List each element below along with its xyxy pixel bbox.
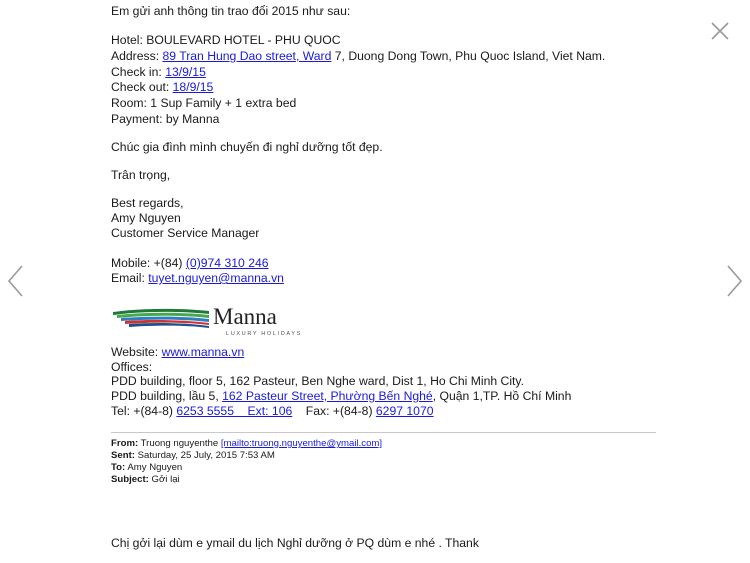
- room-line: Room: 1 Sup Family + 1 extra bed: [111, 96, 297, 110]
- from-name: Truong nguyenthe: [138, 438, 221, 449]
- hotel-line: Hotel: BOULEVARD HOTEL - PHU QUOC: [111, 33, 341, 47]
- tel-link[interactable]: 6253 5555 Ext: 106: [176, 404, 293, 418]
- office2-prefix: PDD building, lầu 5,: [111, 389, 223, 403]
- closing-text: Trân trọng,: [111, 168, 171, 182]
- previous-button[interactable]: [6, 263, 26, 299]
- website-label: Website:: [111, 345, 162, 359]
- office2-link[interactable]: 162 Pasteur Street, Phường Bến Nghé: [222, 389, 433, 403]
- mobile-line: [111, 256, 269, 271]
- checkin-label: Check in:: [111, 65, 166, 79]
- mobile-link[interactable]: (0)974 310 246: [185, 256, 269, 270]
- intro-text: Em gửi anh thông tin trao đổi 2015 như sau:: [111, 4, 351, 18]
- manna-logo: [111, 300, 321, 340]
- sent-value: Saturday, 25 July, 2015 7:53 AM: [134, 450, 275, 461]
- to-label: To:: [111, 462, 126, 473]
- checkout-line: [111, 80, 213, 95]
- next-button[interactable]: [724, 263, 744, 299]
- logo-wordmark: Manna: [213, 304, 277, 329]
- logo-tagline: LUXURY HOLIDAYS: [226, 331, 302, 337]
- email-link[interactable]: tuyet.nguyen@manna.vn: [148, 271, 284, 285]
- subject-label: Subject:: [111, 474, 149, 485]
- email-label: Email:: [111, 271, 149, 285]
- chevron-left-icon: [6, 263, 26, 299]
- signature-regards: Best regards,: [111, 196, 184, 210]
- quoted-sent: [111, 450, 275, 462]
- address-rest: 7, Duong Dong Town, Phu Quoc Island, Viet Nam.: [331, 49, 606, 63]
- address-link[interactable]: 89 Tran Hung Dao street, Ward: [162, 49, 332, 63]
- tel-fax-line: [111, 404, 434, 419]
- office2-suffix: , Quận 1,TP. Hồ Chí Minh: [432, 389, 572, 403]
- fax-link[interactable]: 6297 1070: [375, 404, 434, 418]
- payment-line: Payment: by Manna: [111, 112, 220, 126]
- address-label: Address:: [111, 49, 163, 63]
- subject-value: Gởi lại: [148, 474, 180, 485]
- to-value: Amy Nguyen: [125, 462, 183, 473]
- logo-stripes: [113, 309, 209, 328]
- tel-label: Tel: +(84-8): [111, 404, 177, 418]
- office-address-1: PDD building, floor 5, 162 Pasteur, Ben Nghe ward, Dist 1, Ho Chi Minh City.: [111, 374, 524, 388]
- checkin-date-link[interactable]: 13/9/15: [165, 65, 206, 79]
- office-address-2: [111, 389, 571, 404]
- checkout-date-link[interactable]: 18/9/15: [172, 80, 214, 94]
- quoted-from: [111, 438, 382, 450]
- close-icon: [709, 20, 731, 42]
- email-line: [111, 271, 284, 286]
- chevron-right-icon: [724, 263, 744, 299]
- website-link[interactable]: www.manna.vn: [161, 345, 245, 359]
- signature-title: Customer Service Manager: [111, 226, 260, 240]
- quoted-to: [111, 462, 182, 474]
- close-button[interactable]: [709, 20, 731, 42]
- offices-label: Offices:: [111, 360, 153, 374]
- quote-divider: [111, 432, 656, 433]
- quoted-body-text: Chị gởi lại dùm e ymail du lịch Nghỉ dưỡng ở PQ dùm e nhé . Thank: [111, 536, 479, 550]
- quoted-subject: [111, 474, 180, 486]
- from-mailto-link[interactable]: [mailto:truong.nguyenthe@ymail.com]: [220, 438, 383, 449]
- address-line: [111, 49, 605, 64]
- website-line: [111, 345, 244, 360]
- mobile-label: Mobile: +(84): [111, 256, 186, 270]
- from-label: From:: [111, 438, 139, 449]
- fax-label: Fax: +(84-8): [292, 404, 376, 418]
- checkin-line: [111, 65, 206, 80]
- signature-name: Amy Nguyen: [111, 211, 181, 225]
- checkout-label: Check out:: [111, 80, 173, 94]
- sent-label: Sent:: [111, 450, 135, 461]
- wish-text: Chúc gia đình mình chuyến đi nghỉ dưỡng tốt đẹp.: [111, 140, 383, 154]
